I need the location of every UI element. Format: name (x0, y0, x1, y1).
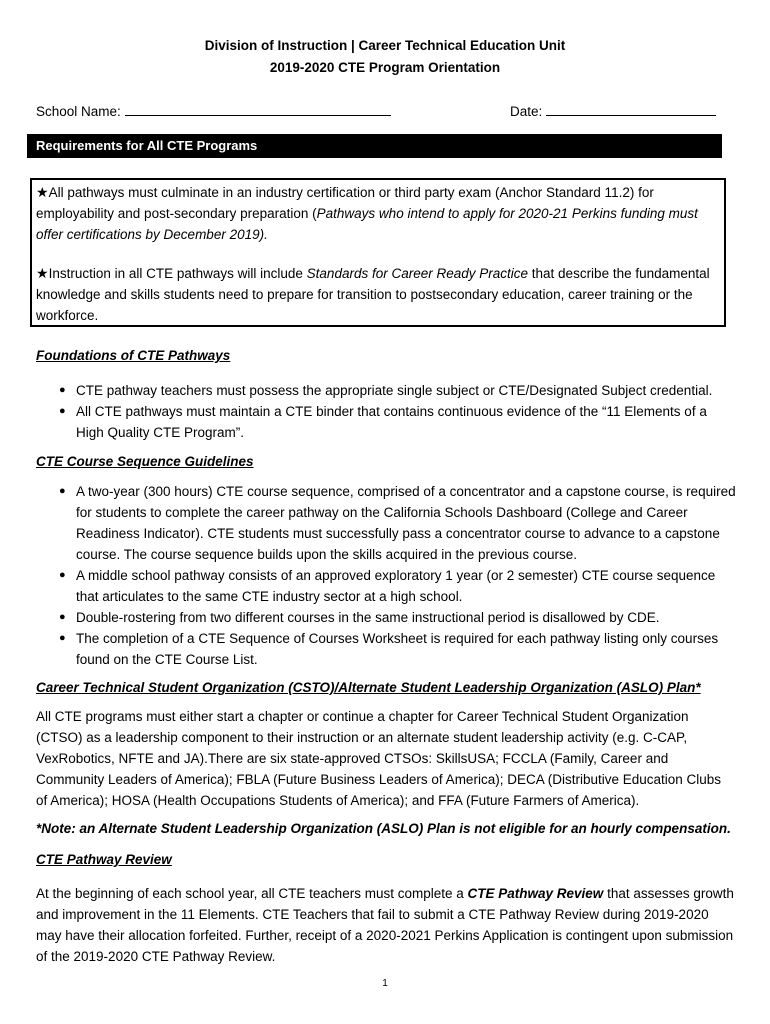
school-name-blank[interactable] (125, 101, 391, 116)
list-item: ● A two-year (300 hours) CTE course sequence, comprised of a concentrator and a capstone course, is required for students to complete the career pathway on the California Schools Dashboard (College and Career Readiness Indicator). CTE students must successfully pass a concentrator course to advance to a capstone course. The course sequence builds upon the skills acquired in the previous course. (36, 481, 736, 565)
ctso-heading: Career Technical Student Organization (CSTO)/Alternate Student Leadership Organization (ASLO) Plan* (36, 680, 701, 695)
ctso-body: All CTE programs must either start a chapter or continue a chapter for Career Technical Student Organization (CTSO) as a leadership component to their instruction or an alternate student leadership activity (e.g. C-CAP, VexRobotics, NFTE and JA).There are six state-approved CTSOs: SkillsUSA; FCCLA (Family, Career and Community Leaders of America); FBLA (Future Business Leaders of America); DECA (Distributive Education Clubs of America); HOSA (Health Occupations Students of America); and FFA (Future Farmers of America). (36, 709, 722, 808)
requirement-1-italic: Pathways who intend to apply for 2020-21 Perkins funding must offer certifications by December 2019). (36, 206, 698, 242)
bullet-icon: ● (59, 569, 66, 581)
bullet-icon: ● (59, 485, 66, 497)
school-name-label: School Name: (36, 104, 121, 119)
document-title-line2: 2019-2020 CTE Program Orientation (269, 60, 501, 75)
requirement-2-text-b: that describe the fundamental knowledge and skills students need to prepare for transition to postsecondary education, career training or the workforce. (36, 266, 710, 323)
review-heading: CTE Pathway Review (36, 852, 172, 867)
date-blank[interactable] (546, 101, 716, 116)
page-number: 1 (382, 978, 388, 989)
foundations-heading: Foundations of CTE Pathways (36, 348, 231, 363)
sequence-heading: CTE Course Sequence Guidelines (36, 454, 254, 469)
bullet-icon: ● (59, 632, 66, 644)
requirement-item-2 (36, 263, 716, 326)
requirement-2-text-a: Instruction in all CTE pathways will include (48, 266, 307, 281)
requirement-1-text: All pathways must culminate in an industry certification or third party exam (Anchor Standard 11.2) for employability and post-secondary preparation ( (36, 185, 654, 221)
requirement-item-1 (36, 182, 716, 245)
date-label: Date: (510, 104, 543, 119)
list-item: ● CTE pathway teachers must possess the appropriate single subject or CTE/Designated Subject credential. (36, 380, 736, 401)
requirement-2-italic: Standards for Career Ready Practice (306, 266, 529, 281)
star-icon: ★ (36, 184, 49, 200)
foundations-list (36, 380, 736, 443)
list-item: ● All CTE pathways must maintain a CTE binder that contains continuous evidence of the “11 Elements of a High Quality CTE Program”. (36, 401, 736, 443)
date-field (510, 101, 716, 119)
review-emphasis: CTE Pathway Review (467, 886, 604, 901)
requirements-bar: Requirements for All CTE Programs (27, 134, 722, 158)
document-title-line1: Division of Instruction | Career Technical Education Unit (204, 38, 566, 53)
requirements-box (30, 178, 726, 327)
list-item: ● The completion of a CTE Sequence of Courses Worksheet is required for each pathway listing only courses found on the CTE Course List. (36, 628, 736, 670)
sequence-list (36, 481, 736, 670)
star-icon: ★ (36, 265, 49, 281)
bullet-icon: ● (59, 611, 66, 623)
bullet-icon: ● (59, 405, 66, 417)
list-item: ● Double-rostering from two different courses in the same instructional period is disallowed by CDE. (36, 607, 736, 628)
list-item: ● A middle school pathway consists of an approved exploratory 1 year (or 2 semester) CTE course sequence that articulates to the same CTE industry sector at a high school. (36, 565, 736, 607)
school-name-field (36, 101, 391, 119)
ctso-note: *Note: an Alternate Student Leadership Organization (ASLO) Plan is not eligible for an hourly compensation. (36, 821, 731, 836)
bullet-icon: ● (59, 384, 66, 396)
review-body: At the beginning of each school year, all CTE teachers must complete a CTE Pathway Review that assesses growth and improvement in the 11 Elements. CTE Teachers that fail to submit a CTE Pathway Review during 2019-2020 may have their allocation forfeited. Further, receipt of a 2020-2021 Perkins Application is contingent upon submission of the 2019-2020 CTE Pathway Review. (36, 886, 734, 964)
